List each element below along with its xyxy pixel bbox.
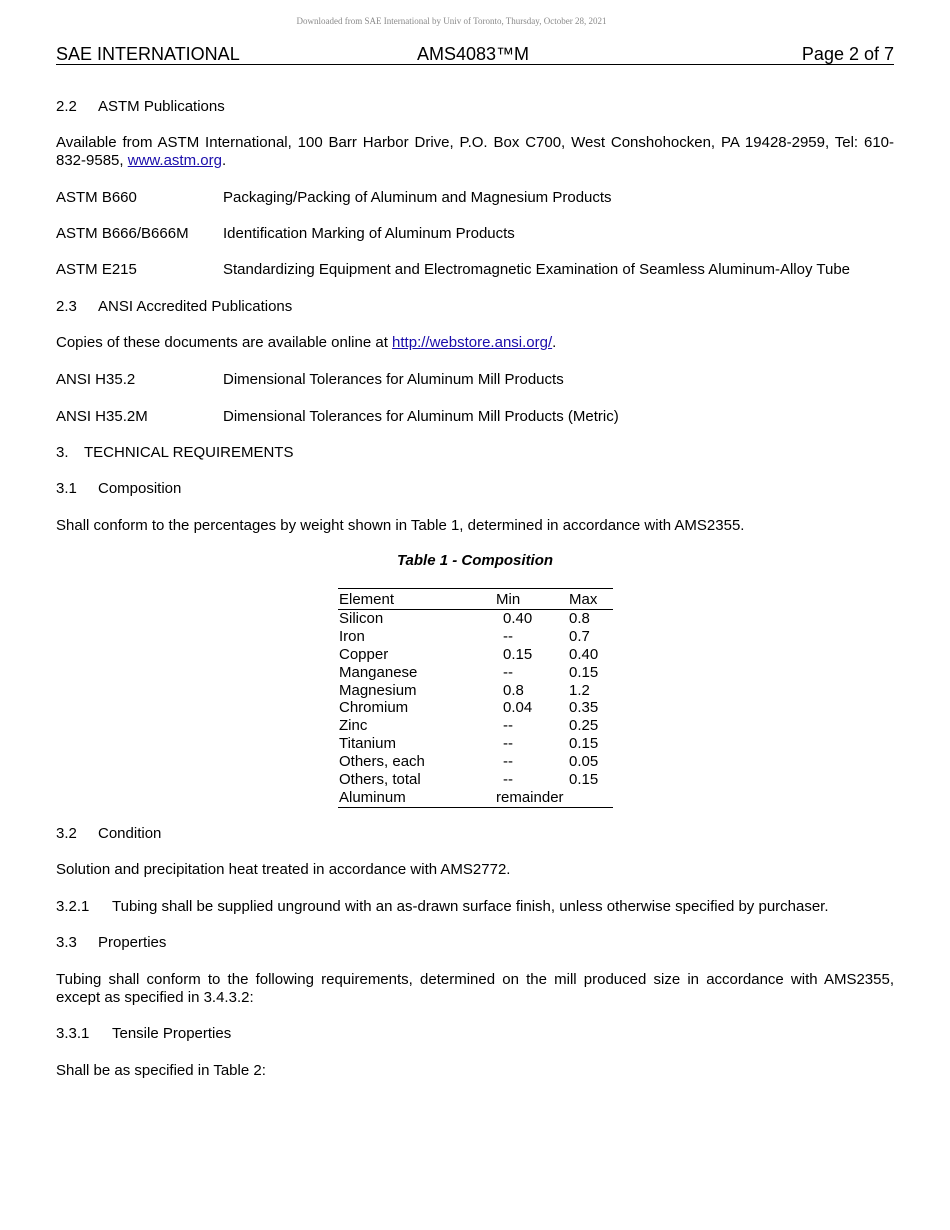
period: . bbox=[221, 152, 227, 169]
table-cell-min: remainder bbox=[496, 789, 613, 807]
table-cell-element: Others, total bbox=[339, 771, 421, 789]
reference-code: ASTM E215 bbox=[56, 261, 137, 278]
table-cell-max: 0.35 bbox=[569, 699, 599, 717]
reference-code: ANSI H35.2 bbox=[56, 371, 136, 388]
astm-address-paragraph bbox=[56, 134, 894, 170]
reference-item bbox=[56, 371, 894, 389]
section-number: 3.2 bbox=[56, 825, 77, 842]
table-row bbox=[338, 699, 613, 717]
section-title: Properties bbox=[98, 934, 167, 951]
reference-item bbox=[56, 408, 894, 426]
table-cell-max: 0.05 bbox=[569, 753, 599, 771]
section-title: TECHNICAL REQUIREMENTS bbox=[84, 444, 294, 461]
section-title: Condition bbox=[98, 825, 162, 842]
reference-title: Standardizing Equipment and Electromagnetic Examination of Seamless Aluminum-Alloy Tube bbox=[223, 261, 850, 278]
table-cell-element: Magnesium bbox=[339, 681, 417, 699]
table-cell-max: 0.25 bbox=[569, 717, 599, 735]
section-number: 3.3 bbox=[56, 934, 77, 951]
section-number: 3.3.1 bbox=[56, 1025, 90, 1042]
section-3-1-heading bbox=[56, 480, 894, 498]
section-3-2-heading bbox=[56, 825, 894, 843]
table-row bbox=[338, 771, 613, 789]
table-cell-min: -- bbox=[503, 735, 513, 753]
table-cell-element: Silicon bbox=[339, 609, 384, 627]
table-cell-element: Manganese bbox=[339, 663, 418, 681]
table-cell-min: -- bbox=[503, 627, 513, 645]
table-row bbox=[338, 664, 613, 682]
section-number: 3.2.1 bbox=[56, 898, 90, 915]
reference-code: ASTM B660 bbox=[56, 189, 137, 206]
reference-title: Packaging/Packing of Aluminum and Magnesium Products bbox=[223, 189, 612, 206]
reference-code: ASTM B666/B666M bbox=[56, 225, 189, 242]
table-cell-max: 0.15 bbox=[569, 735, 599, 753]
section-3-3-heading bbox=[56, 934, 894, 952]
table-cell-min: 0.04 bbox=[503, 699, 533, 717]
table-row bbox=[338, 646, 613, 664]
table-cell-min: 0.15 bbox=[503, 645, 533, 663]
table-1-caption: Table 1 - Composition bbox=[396, 552, 554, 569]
table-row bbox=[338, 789, 613, 807]
section-3-3-1-heading bbox=[56, 1025, 894, 1043]
table-row bbox=[338, 628, 613, 646]
section-3-heading bbox=[56, 444, 894, 462]
table-row bbox=[338, 735, 613, 753]
table-cell-element: Others, each bbox=[339, 753, 425, 771]
table-header-row bbox=[338, 589, 613, 610]
properties-paragraph: Tubing shall conform to the following requirements, determined on the mill produced size in accordance with AMS2355, except as specified in 3.4.3.2: bbox=[56, 971, 894, 1006]
section-text: Tubing shall be supplied unground with an as-drawn surface finish, unless otherwise specified by purchaser. bbox=[112, 898, 829, 915]
composition-table bbox=[338, 588, 613, 808]
table-row bbox=[338, 609, 613, 627]
column-header-min: Min bbox=[496, 589, 569, 610]
section-3-2-1-paragraph bbox=[56, 898, 894, 916]
table-row bbox=[338, 717, 613, 735]
page-header bbox=[56, 44, 894, 65]
table-cell-element: Chromium bbox=[339, 699, 409, 717]
header-org: SAE INTERNATIONAL bbox=[56, 44, 240, 64]
table-cell-element: Iron bbox=[339, 627, 365, 645]
section-2-2-heading bbox=[56, 98, 894, 116]
reference-title: Identification Marking of Aluminum Products bbox=[223, 225, 515, 242]
column-header-element: Element bbox=[338, 589, 496, 610]
reference-item bbox=[56, 225, 894, 243]
section-title: ASTM Publications bbox=[98, 98, 225, 115]
section-title: Tensile Properties bbox=[112, 1025, 232, 1042]
section-number: 2.3 bbox=[56, 298, 77, 315]
composition-paragraph: Shall conform to the percentages by weight shown in Table 1, determined in accordance with AMS2355. bbox=[56, 517, 745, 534]
table-cell-element: Aluminum bbox=[338, 789, 496, 807]
ansi-availability-text: Copies of these documents are available online at bbox=[56, 334, 393, 351]
table-cell-max: 0.15 bbox=[569, 663, 599, 681]
header-page-number: Page 2 of 7 bbox=[801, 44, 894, 64]
table-cell-min: -- bbox=[503, 663, 513, 681]
period: . bbox=[552, 334, 557, 351]
reference-title: Dimensional Tolerances for Aluminum Mill Products bbox=[223, 371, 564, 388]
header-doc-id: AMS4083™M bbox=[417, 44, 530, 64]
condition-paragraph: Solution and precipitation heat treated in accordance with AMS2772. bbox=[56, 861, 511, 878]
table-cell-max: 0.8 bbox=[569, 609, 590, 627]
table-row bbox=[338, 682, 613, 700]
section-title: Composition bbox=[98, 480, 182, 497]
section-number: 3. bbox=[56, 444, 69, 461]
download-watermark: Downloaded from SAE International by Univ of Toronto, Thursday, October 28, 2021 bbox=[296, 16, 607, 26]
reference-title: Dimensional Tolerances for Aluminum Mill Products (Metric) bbox=[223, 408, 619, 425]
column-header-max: Max bbox=[569, 589, 613, 610]
section-number: 3.1 bbox=[56, 480, 77, 497]
ansi-webstore-link[interactable]: http://webstore.ansi.org/ bbox=[392, 334, 553, 351]
section-number: 2.2 bbox=[56, 98, 77, 115]
table-cell-max: 0.7 bbox=[569, 627, 590, 645]
table-cell-min: 0.8 bbox=[503, 681, 524, 699]
table-cell-min: -- bbox=[503, 717, 513, 735]
astm-address-text: Available from ASTM International, 100 Barr Harbor Drive, P.O. Box C700, West Conshohocken, PA 19428-2959, Tel: 610-832-9585, bbox=[56, 134, 894, 169]
table-row bbox=[338, 753, 613, 771]
reference-item bbox=[56, 189, 894, 207]
astm-website-link[interactable]: www.astm.org bbox=[127, 152, 222, 169]
section-title: ANSI Accredited Publications bbox=[98, 298, 293, 315]
table-cell-min: -- bbox=[503, 753, 513, 771]
reference-item bbox=[56, 261, 894, 279]
section-2-3-heading bbox=[56, 298, 894, 316]
table-cell-min: -- bbox=[503, 771, 513, 789]
table-cell-min: 0.40 bbox=[503, 609, 533, 627]
table-cell-max: 1.2 bbox=[569, 681, 590, 699]
table-cell-element: Titanium bbox=[339, 735, 396, 753]
table-cell-element: Copper bbox=[339, 645, 389, 663]
table-cell-element: Zinc bbox=[339, 717, 368, 735]
ansi-availability-paragraph bbox=[56, 334, 894, 352]
reference-code: ANSI H35.2M bbox=[56, 408, 148, 425]
table-cell-max: 0.40 bbox=[569, 645, 599, 663]
table-cell-max: 0.15 bbox=[569, 771, 599, 789]
tensile-paragraph: Shall be as specified in Table 2: bbox=[56, 1062, 266, 1079]
